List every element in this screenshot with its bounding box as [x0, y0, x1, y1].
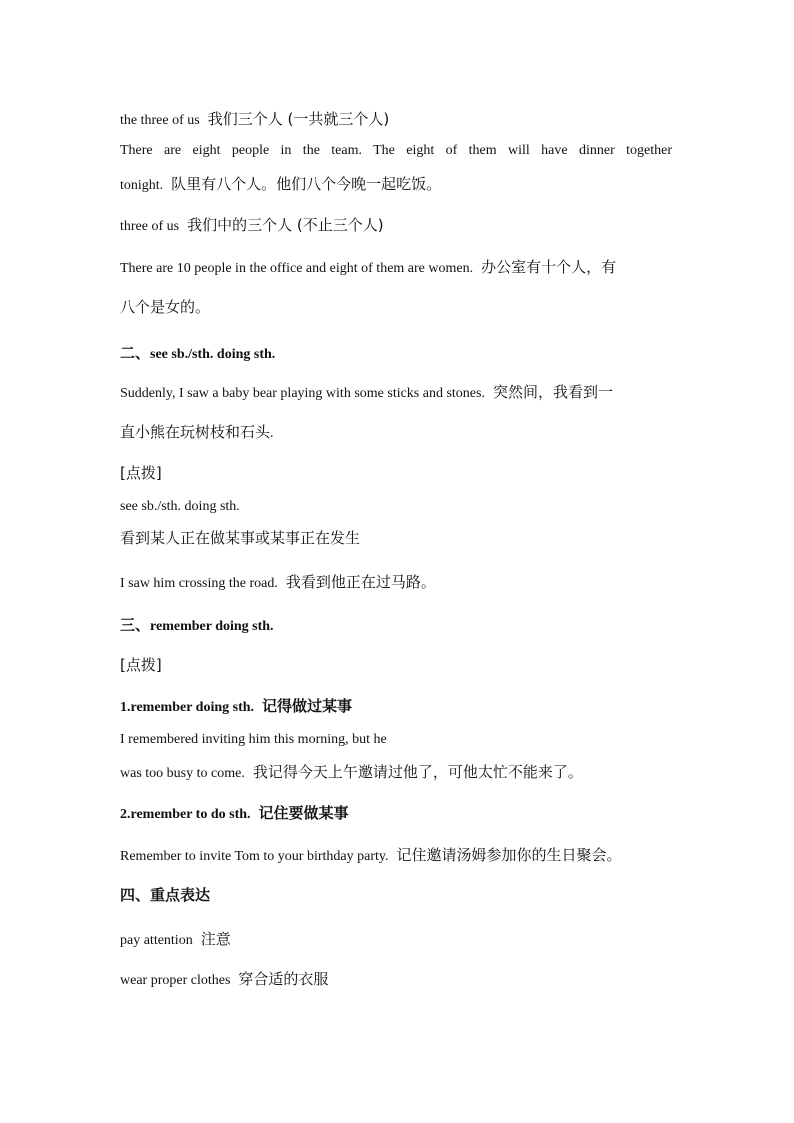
example-sentence-remembered-cont — [120, 761, 583, 782]
expression-pay-attention — [120, 928, 231, 949]
section-title: 重点表达 — [150, 886, 211, 904]
english-sentence: I saw him crossing the road. — [120, 576, 278, 591]
tip-label: [点拨] — [120, 464, 162, 482]
section-heading-3 — [120, 614, 274, 635]
trailing-period: . — [270, 426, 274, 441]
chinese-translation-cont: 八个是女的。 — [120, 298, 211, 316]
english-sentence: There are 10 people in the office and eight of them are women. — [120, 261, 474, 276]
subheading-chinese: 记住要做某事 — [258, 804, 349, 822]
chinese-translation: 我们中的三个人 (不止三个人) — [187, 216, 384, 234]
example-sentence-crossing — [120, 571, 436, 592]
section-title: remember doing sth. — [150, 619, 274, 634]
example-sentence-eight-people-cont — [120, 173, 441, 194]
expression-wear-proper-clothes — [120, 968, 328, 989]
section-title: see sb./sth. doing sth. — [150, 347, 276, 362]
english-phrase: the three of us — [120, 113, 200, 128]
chinese-translation: 记住邀请汤姆参加你的生日聚会。 — [396, 846, 622, 864]
subheading-remember-doing — [120, 695, 352, 716]
pattern-text: see sb./sth. doing sth. — [120, 499, 240, 514]
example-sentence-baby-bear — [120, 381, 613, 402]
chinese-translation: 我记得今天上午邀请过他了，可他太忙不能来了。 — [252, 763, 583, 781]
chinese-translation: 穿合适的衣服 — [238, 970, 329, 988]
tip-label: [点拨] — [120, 656, 162, 674]
chinese-translation: 我们三个人 (一共就三个人) — [207, 110, 390, 128]
chinese-translation: 办公室有十个人，有 — [481, 258, 617, 276]
pattern-line — [120, 497, 240, 515]
subheading-english: 2.remember to do sth. — [120, 807, 251, 822]
section-number: 三、 — [120, 616, 151, 634]
subheading-english: 1.remember doing sth. — [120, 700, 255, 715]
english-phrase: three of us — [120, 219, 180, 234]
subheading-chinese: 记得做过某事 — [262, 697, 353, 715]
example-sentence-office-cont — [120, 296, 210, 317]
english-phrase: pay attention — [120, 933, 193, 948]
english-phrase: wear proper clothes — [120, 973, 231, 988]
example-sentence-office — [120, 256, 616, 277]
chinese-explanation: 看到某人正在做某事或某事正在发生 — [120, 529, 361, 547]
section-heading-2 — [120, 342, 275, 363]
example-line-three-of-us — [120, 108, 389, 129]
example-sentence-baby-bear-cont — [120, 421, 274, 442]
english-sentence: I remembered inviting him this morning, but he — [120, 732, 387, 747]
example-sentence-eight-people — [120, 141, 672, 159]
english-sentence: There are eight people in the team. The eight of them will have dinner together — [120, 143, 672, 158]
example-sentence-invite — [120, 844, 621, 865]
english-sentence: Remember to invite Tom to your birthday party. — [120, 849, 389, 864]
pattern-explanation — [120, 527, 360, 548]
subheading-remember-to-do — [120, 802, 349, 823]
english-sentence-end: tonight. — [120, 178, 164, 193]
tip-label-2 — [120, 654, 162, 675]
section-number: 二、 — [120, 344, 151, 362]
example-sentence-remembered — [120, 730, 387, 748]
english-sentence-end: was too busy to come. — [120, 766, 245, 781]
tip-label-1 — [120, 462, 162, 483]
section-number: 四、 — [120, 886, 151, 904]
chinese-translation: 注意 — [200, 930, 231, 948]
example-line-three-of-us-partial — [120, 214, 384, 235]
english-sentence: Suddenly, I saw a baby bear playing with some sticks and stones. — [120, 386, 485, 401]
chinese-translation: 队里有八个人。他们八个今晚一起吃饭。 — [171, 175, 442, 193]
chinese-translation: 突然间，我看到一 — [492, 383, 613, 401]
section-heading-4 — [120, 884, 210, 905]
chinese-translation: 我看到他正在过马路。 — [285, 573, 436, 591]
chinese-translation-cont: 直小熊在玩树枝和石头 — [120, 423, 271, 441]
